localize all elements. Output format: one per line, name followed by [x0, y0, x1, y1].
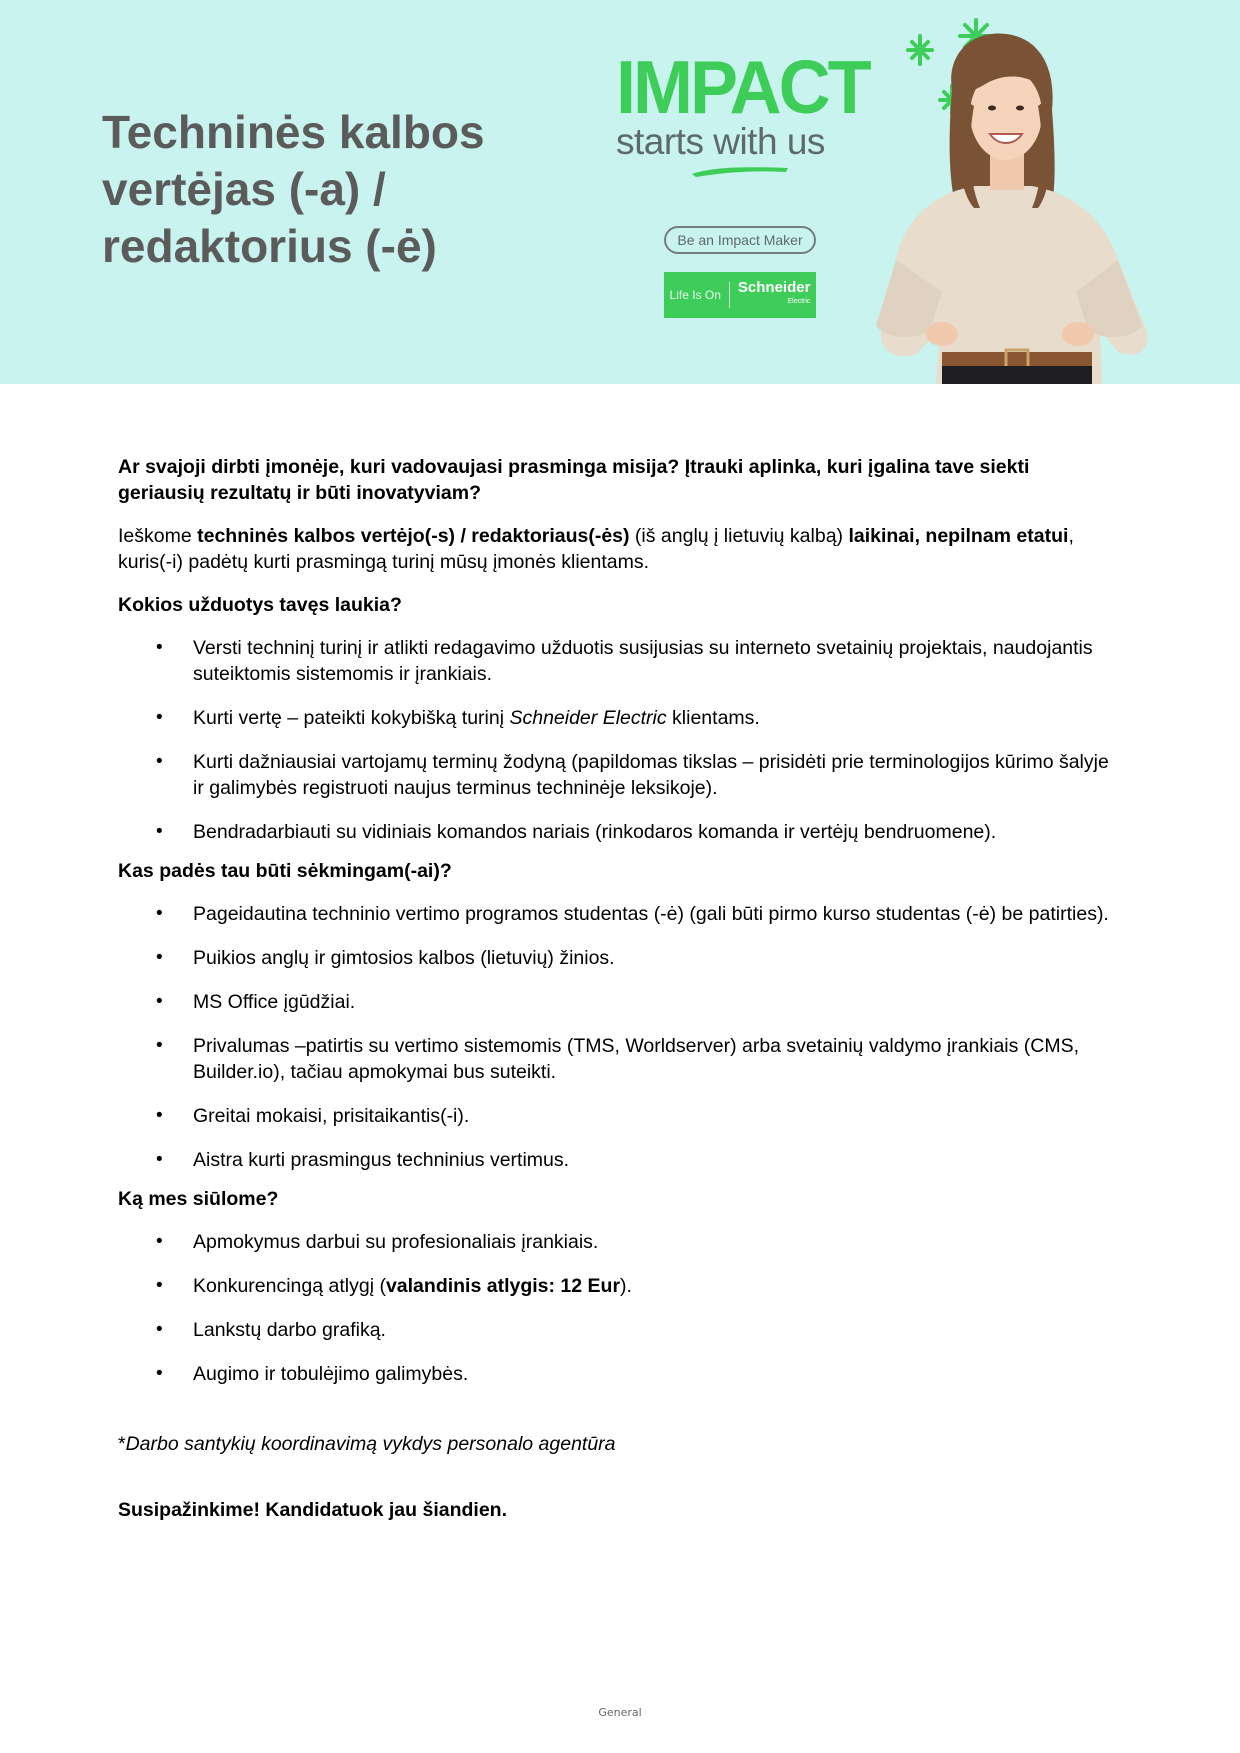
bullet-icon: • — [156, 947, 163, 968]
logo-tagline: Life Is On — [669, 288, 721, 302]
smiling-woman-photo — [856, 30, 1156, 384]
impact-maker-badge: Be an Impact Maker — [664, 226, 816, 254]
job-title-line: redaktorius (-ė) — [102, 220, 437, 272]
list-item-text: Bendradarbiauti su vidiniais komandos nariais (rinkodaros komanda ir vertėjų bendruomene). — [193, 821, 997, 843]
job-description — [118, 454, 1118, 1540]
success-heading: Kas padės tau būti sėkmingam(-ai)? — [118, 860, 452, 882]
list-item-text: Augimo ir tobulėjimo galimybės. — [193, 1363, 469, 1385]
list-item-text: Privalumas –patirtis su vertimo sistemomis (TMS, Worldserver) arba svetainių valdymo įrankiais (CMS, Builder.io), tačiau apmokymai bus suteikti. — [193, 1035, 1080, 1083]
list-item-text: Konkurencingą atlygį ( — [193, 1275, 386, 1297]
list-item-text: Kurti vertę – pateikti kokybišką turinį — [193, 707, 510, 729]
lead-text: Ieškome — [118, 525, 198, 547]
logo-brand-sub: Electric — [787, 298, 811, 305]
tasks-list — [118, 635, 1118, 845]
offer-heading: Ką mes siūlome? — [118, 1188, 279, 1210]
list-item — [118, 1229, 1118, 1255]
list-item — [118, 749, 1118, 801]
logo-brand — [738, 281, 811, 309]
note-asterisk: * — [118, 1433, 126, 1455]
list-item-text: Pageidautina techninio vertimo programos studentas (-ė) (gali būti pirmo kurso studentas (-ė) be patirties). — [193, 903, 1109, 925]
impact-word: IMPACT — [616, 46, 869, 130]
job-title — [102, 104, 562, 275]
list-item — [118, 635, 1118, 687]
bullet-icon: • — [156, 1319, 163, 1340]
bullet-icon: • — [156, 637, 163, 658]
list-item — [118, 1273, 1118, 1299]
lead-text: , kuris(-i) padėtų kurti prasmingą turinį mūsų įmonės klientams. — [118, 525, 1074, 573]
logo-divider — [729, 282, 730, 308]
list-item-text: Aistra kurti prasmingus techninius vertimus. — [193, 1149, 570, 1171]
closing-text: Susipažinkime! Kandidatuok jau šiandien. — [118, 1499, 507, 1521]
list-item-text: Kurti dažniausiai vartojamų terminų žodyną (papildomas tikslas – prisidėti prie terminologijos kūrimo šalyje ir galimybės registruoti naujus terminus techninėje leksikoje). — [193, 751, 1109, 799]
bullet-icon: • — [156, 751, 163, 772]
hourly-rate: valandinis atlygis: 12 Eur — [385, 1275, 621, 1297]
list-item — [118, 1317, 1118, 1343]
bullet-icon: • — [156, 1231, 163, 1252]
header-banner — [0, 0, 1240, 384]
list-item — [118, 705, 1118, 731]
list-item — [118, 1147, 1118, 1173]
bullet-icon: • — [156, 991, 163, 1012]
intro-paragraph: Ar svajoji dirbti įmonėje, kuri vadovaujasi prasminga misija? Įtrauki aplinka, kuri įgalina tave siekti geriausių rezultatų ir būti inovatyviam? — [118, 456, 1030, 504]
spacer — [118, 1405, 1118, 1431]
note-text: Darbo santykių koordinavimą vykdys personalo agentūra — [125, 1433, 616, 1455]
list-item-text: Lankstų darbo grafiką. — [193, 1319, 386, 1341]
lead-position: techninės kalbos vertėjo(-s) / redaktoriaus(-ės) — [197, 525, 630, 547]
list-item — [118, 945, 1118, 971]
offer-list — [118, 1229, 1118, 1387]
company-name: Schneider Electric — [509, 707, 667, 729]
tasks-heading: Kokios užduotys tavęs laukia? — [118, 594, 402, 616]
list-item — [118, 819, 1118, 845]
bullet-icon: • — [156, 1035, 163, 1056]
bullet-icon: • — [156, 903, 163, 924]
list-item — [118, 1103, 1118, 1129]
schneider-electric-logo — [664, 272, 816, 318]
lead-text: (iš anglų į lietuvių kalbą) — [629, 525, 849, 547]
list-item — [118, 989, 1118, 1015]
logo-brand-name: Schneider — [737, 279, 811, 296]
list-item-text: Greitai mokaisi, prisitaikantis(-i). — [193, 1105, 470, 1127]
lead-contract-type: laikinai, nepilnam etatui — [848, 525, 1069, 547]
job-title-line: Techninės kalbos — [102, 106, 485, 158]
success-list — [118, 901, 1118, 1173]
brush-stroke-icon — [690, 160, 790, 180]
bullet-icon: • — [156, 1105, 163, 1126]
list-item — [118, 1033, 1118, 1085]
agency-note — [118, 1431, 1118, 1457]
list-item-text: Versti techninį turinį ir atlikti redagavimo užduotis susijusias su interneto svetainių projektais, naudojantis suteiktomis sistemomis ir įrankiais. — [193, 637, 1093, 685]
list-item-text: ). — [620, 1275, 632, 1297]
list-item — [118, 1361, 1118, 1387]
closing-line — [118, 1497, 1118, 1523]
bullet-icon: • — [156, 707, 163, 728]
list-item-text: klientams. — [666, 707, 760, 729]
list-item-text: Apmokymus darbui su profesionaliais įrankiais. — [193, 1231, 599, 1253]
list-item-text: MS Office įgūdžiai. — [193, 991, 356, 1013]
bullet-icon: • — [156, 821, 163, 842]
list-item-text: Puikios anglų ir gimtosios kalbos (lietuvių) žinios. — [193, 947, 615, 969]
classification-label: General — [598, 1706, 642, 1719]
job-title-line: vertėjas (-a) / — [102, 163, 386, 215]
bullet-icon: • — [156, 1275, 163, 1296]
impact-subtitle: starts with us — [616, 121, 825, 162]
list-item — [118, 901, 1118, 927]
bullet-icon: • — [156, 1363, 163, 1384]
lead-paragraph — [118, 523, 1118, 575]
bullet-icon: • — [156, 1149, 163, 1170]
